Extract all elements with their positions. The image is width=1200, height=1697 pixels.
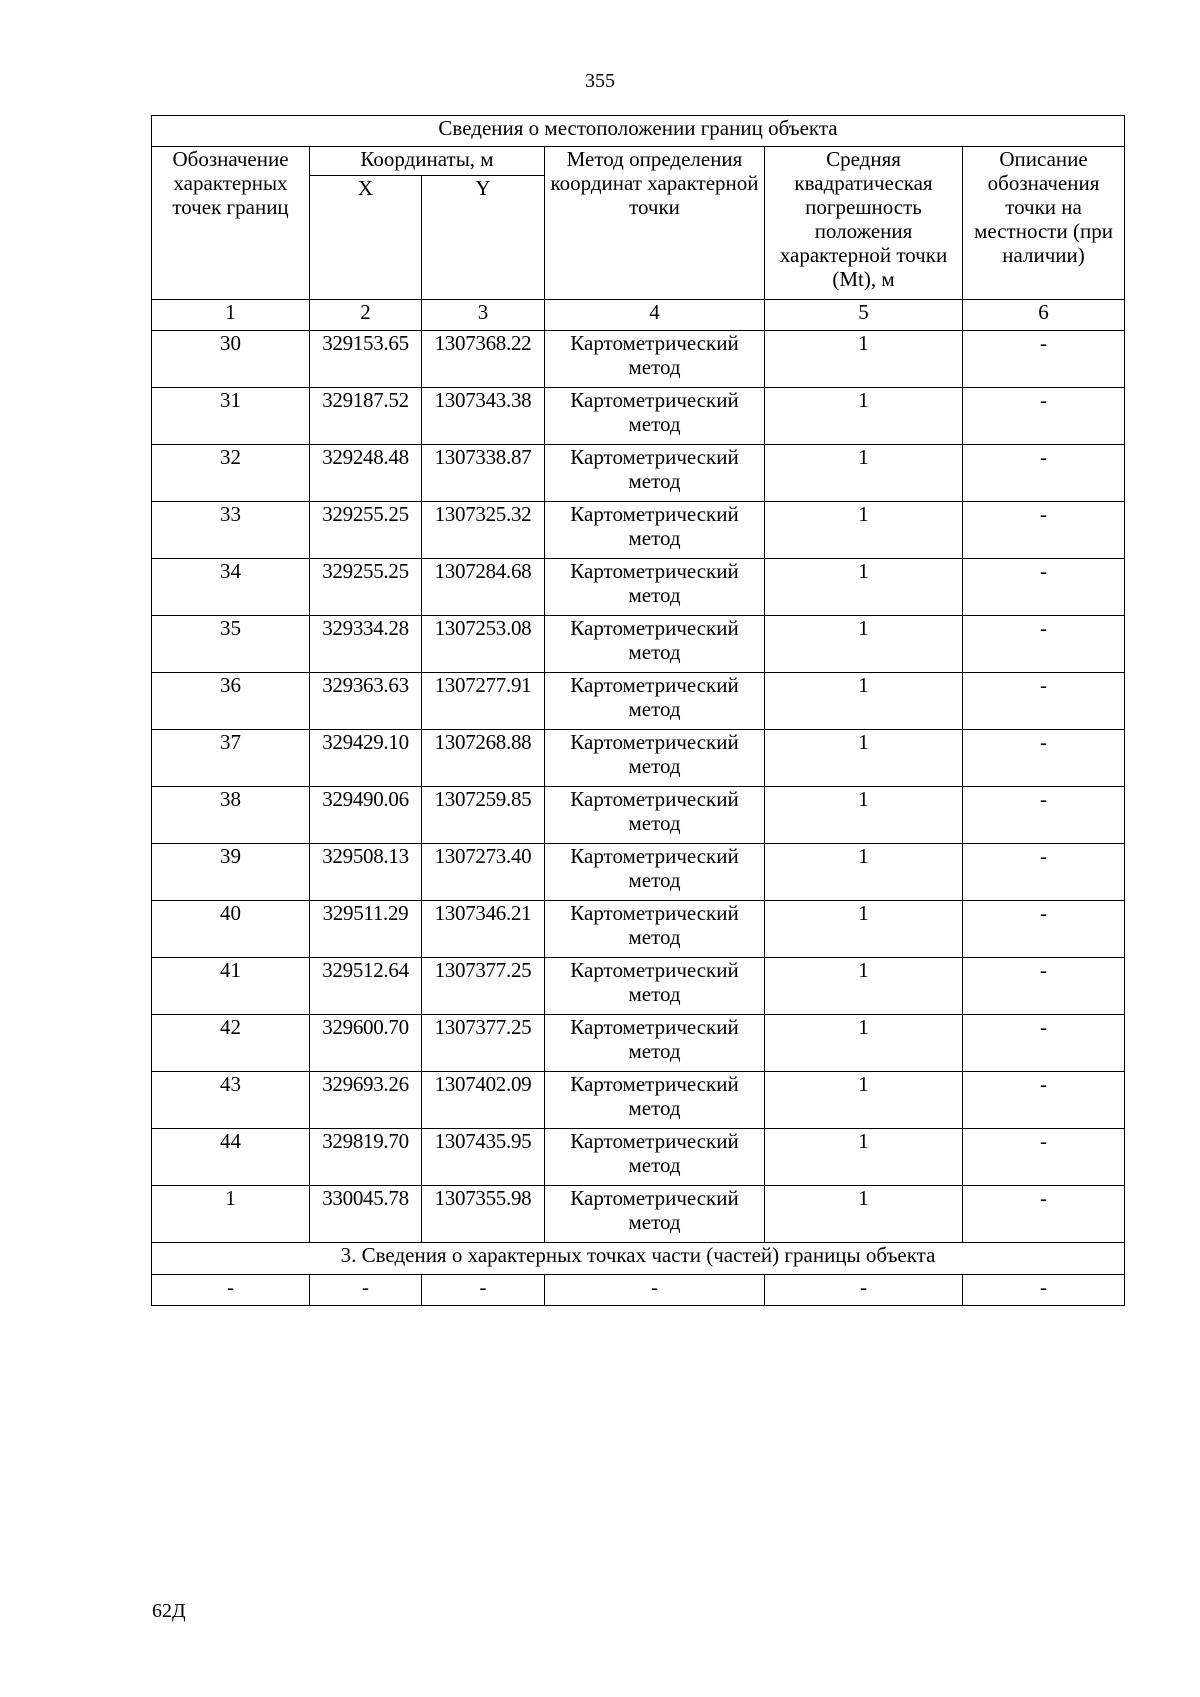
cell-method: Картометрический метод	[545, 844, 765, 901]
cell-method: Картометрический метод	[545, 1129, 765, 1186]
cell-mean-error: 1	[765, 502, 963, 559]
cell-point-number: 37	[152, 730, 310, 787]
header-y: Y	[422, 176, 545, 300]
section3-cell: -	[963, 1275, 1125, 1306]
table-row	[152, 445, 1125, 502]
cell-y: 1307368.22	[422, 331, 545, 388]
cell-x: 329153.65	[310, 331, 422, 388]
cell-y: 1307277.91	[422, 673, 545, 730]
cell-x: 329334.28	[310, 616, 422, 673]
section3-cell: -	[545, 1275, 765, 1306]
table-title: Сведения о местоположении границ объекта	[152, 116, 1125, 147]
cell-mean-error: 1	[765, 958, 963, 1015]
column-number: 5	[765, 300, 963, 331]
cell-x: 329255.25	[310, 502, 422, 559]
cell-x: 330045.78	[310, 1186, 422, 1243]
header-row	[152, 147, 1125, 176]
cell-mean-error: 1	[765, 1072, 963, 1129]
cell-description: -	[963, 559, 1125, 616]
cell-mean-error: 1	[765, 388, 963, 445]
section3-cell: -	[152, 1275, 310, 1306]
cell-y: 1307346.21	[422, 901, 545, 958]
cell-point-number: 32	[152, 445, 310, 502]
cell-method: Картометрический метод	[545, 502, 765, 559]
footer-code: 62Д	[152, 1600, 186, 1622]
table-row	[152, 901, 1125, 958]
table-row	[152, 673, 1125, 730]
cell-y: 1307355.98	[422, 1186, 545, 1243]
table-row	[152, 730, 1125, 787]
cell-mean-error: 1	[765, 901, 963, 958]
cell-mean-error: 1	[765, 787, 963, 844]
cell-method: Картометрический метод	[545, 958, 765, 1015]
header-x: X	[310, 176, 422, 300]
cell-mean-error: 1	[765, 673, 963, 730]
cell-mean-error: 1	[765, 730, 963, 787]
table-row	[152, 1072, 1125, 1129]
section3-title-row	[152, 1243, 1125, 1275]
section3-empty-row	[152, 1275, 1125, 1306]
cell-mean-error: 1	[765, 1186, 963, 1243]
cell-y: 1307402.09	[422, 1072, 545, 1129]
section3-title: 3. Сведения о характерных точках части (частей) границы объекта	[152, 1243, 1125, 1275]
column-number: 2	[310, 300, 422, 331]
cell-point-number: 31	[152, 388, 310, 445]
cell-method: Картометрический метод	[545, 1186, 765, 1243]
cell-description: -	[963, 901, 1125, 958]
cell-method: Картометрический метод	[545, 730, 765, 787]
cell-description: -	[963, 388, 1125, 445]
table-row	[152, 559, 1125, 616]
cell-method: Картометрический метод	[545, 559, 765, 616]
header-method: Метод определения координат характерной точки	[545, 147, 765, 300]
cell-description: -	[963, 616, 1125, 673]
cell-x: 329600.70	[310, 1015, 422, 1072]
table-row	[152, 388, 1125, 445]
cell-x: 329693.26	[310, 1072, 422, 1129]
cell-y: 1307284.68	[422, 559, 545, 616]
cell-y: 1307435.95	[422, 1129, 545, 1186]
column-number: 4	[545, 300, 765, 331]
table-row	[152, 1129, 1125, 1186]
table-row	[152, 844, 1125, 901]
header-coordinates: Координаты, м	[310, 147, 545, 176]
cell-method: Картометрический метод	[545, 901, 765, 958]
cell-point-number: 40	[152, 901, 310, 958]
cell-point-number: 36	[152, 673, 310, 730]
table-row	[152, 787, 1125, 844]
cell-description: -	[963, 730, 1125, 787]
cell-method: Картометрический метод	[545, 787, 765, 844]
section3-cell: -	[765, 1275, 963, 1306]
cell-x: 329512.64	[310, 958, 422, 1015]
boundary-coordinates-table	[151, 115, 1125, 1306]
cell-y: 1307343.38	[422, 388, 545, 445]
cell-method: Картометрический метод	[545, 388, 765, 445]
cell-point-number: 44	[152, 1129, 310, 1186]
cell-method: Картометрический метод	[545, 1015, 765, 1072]
table-row	[152, 502, 1125, 559]
cell-point-number: 34	[152, 559, 310, 616]
table-title-row	[152, 116, 1125, 147]
cell-y: 1307273.40	[422, 844, 545, 901]
cell-description: -	[963, 502, 1125, 559]
table-row	[152, 1186, 1125, 1243]
cell-point-number: 35	[152, 616, 310, 673]
cell-point-number: 38	[152, 787, 310, 844]
cell-x: 329363.63	[310, 673, 422, 730]
cell-method: Картометрический метод	[545, 616, 765, 673]
page-number: 355	[585, 70, 615, 92]
cell-point-number: 41	[152, 958, 310, 1015]
cell-x: 329819.70	[310, 1129, 422, 1186]
cell-x: 329248.48	[310, 445, 422, 502]
cell-x: 329511.29	[310, 901, 422, 958]
cell-point-number: 42	[152, 1015, 310, 1072]
cell-y: 1307377.25	[422, 958, 545, 1015]
table-row	[152, 616, 1125, 673]
cell-x: 329255.25	[310, 559, 422, 616]
cell-description: -	[963, 1129, 1125, 1186]
cell-method: Картометрический метод	[545, 673, 765, 730]
cell-mean-error: 1	[765, 445, 963, 502]
cell-mean-error: 1	[765, 844, 963, 901]
cell-description: -	[963, 331, 1125, 388]
cell-mean-error: 1	[765, 616, 963, 673]
cell-y: 1307377.25	[422, 1015, 545, 1072]
cell-mean-error: 1	[765, 1015, 963, 1072]
column-number: 3	[422, 300, 545, 331]
cell-y: 1307325.32	[422, 502, 545, 559]
column-number: 1	[152, 300, 310, 331]
cell-point-number: 43	[152, 1072, 310, 1129]
cell-method: Картометрический метод	[545, 331, 765, 388]
table-row	[152, 958, 1125, 1015]
table-row	[152, 331, 1125, 388]
cell-x: 329508.13	[310, 844, 422, 901]
cell-y: 1307253.08	[422, 616, 545, 673]
cell-x: 329429.10	[310, 730, 422, 787]
cell-description: -	[963, 445, 1125, 502]
section3-cell: -	[310, 1275, 422, 1306]
cell-point-number: 33	[152, 502, 310, 559]
cell-description: -	[963, 787, 1125, 844]
cell-description: -	[963, 1072, 1125, 1129]
cell-point-number: 30	[152, 331, 310, 388]
cell-description: -	[963, 844, 1125, 901]
cell-y: 1307268.88	[422, 730, 545, 787]
cell-description: -	[963, 1015, 1125, 1072]
header-point-designation: Обозначение характерных точек границ	[152, 147, 310, 300]
cell-y: 1307338.87	[422, 445, 545, 502]
cell-mean-error: 1	[765, 559, 963, 616]
cell-description: -	[963, 958, 1125, 1015]
cell-method: Картометрический метод	[545, 1072, 765, 1129]
table-row	[152, 1015, 1125, 1072]
cell-y: 1307259.85	[422, 787, 545, 844]
cell-x: 329187.52	[310, 388, 422, 445]
cell-mean-error: 1	[765, 331, 963, 388]
cell-method: Картометрический метод	[545, 445, 765, 502]
cell-x: 329490.06	[310, 787, 422, 844]
header-mean-error: Средняя квадратическая погрешность положения характерной точки (Mt), м	[765, 147, 963, 300]
cell-mean-error: 1	[765, 1129, 963, 1186]
column-numbers-row	[152, 300, 1125, 331]
column-number: 6	[963, 300, 1125, 331]
section3-cell: -	[422, 1275, 545, 1306]
cell-description: -	[963, 673, 1125, 730]
header-description: Описание обозначения точки на местности (при наличии)	[963, 147, 1125, 300]
cell-point-number: 39	[152, 844, 310, 901]
cell-point-number: 1	[152, 1186, 310, 1243]
cell-description: -	[963, 1186, 1125, 1243]
